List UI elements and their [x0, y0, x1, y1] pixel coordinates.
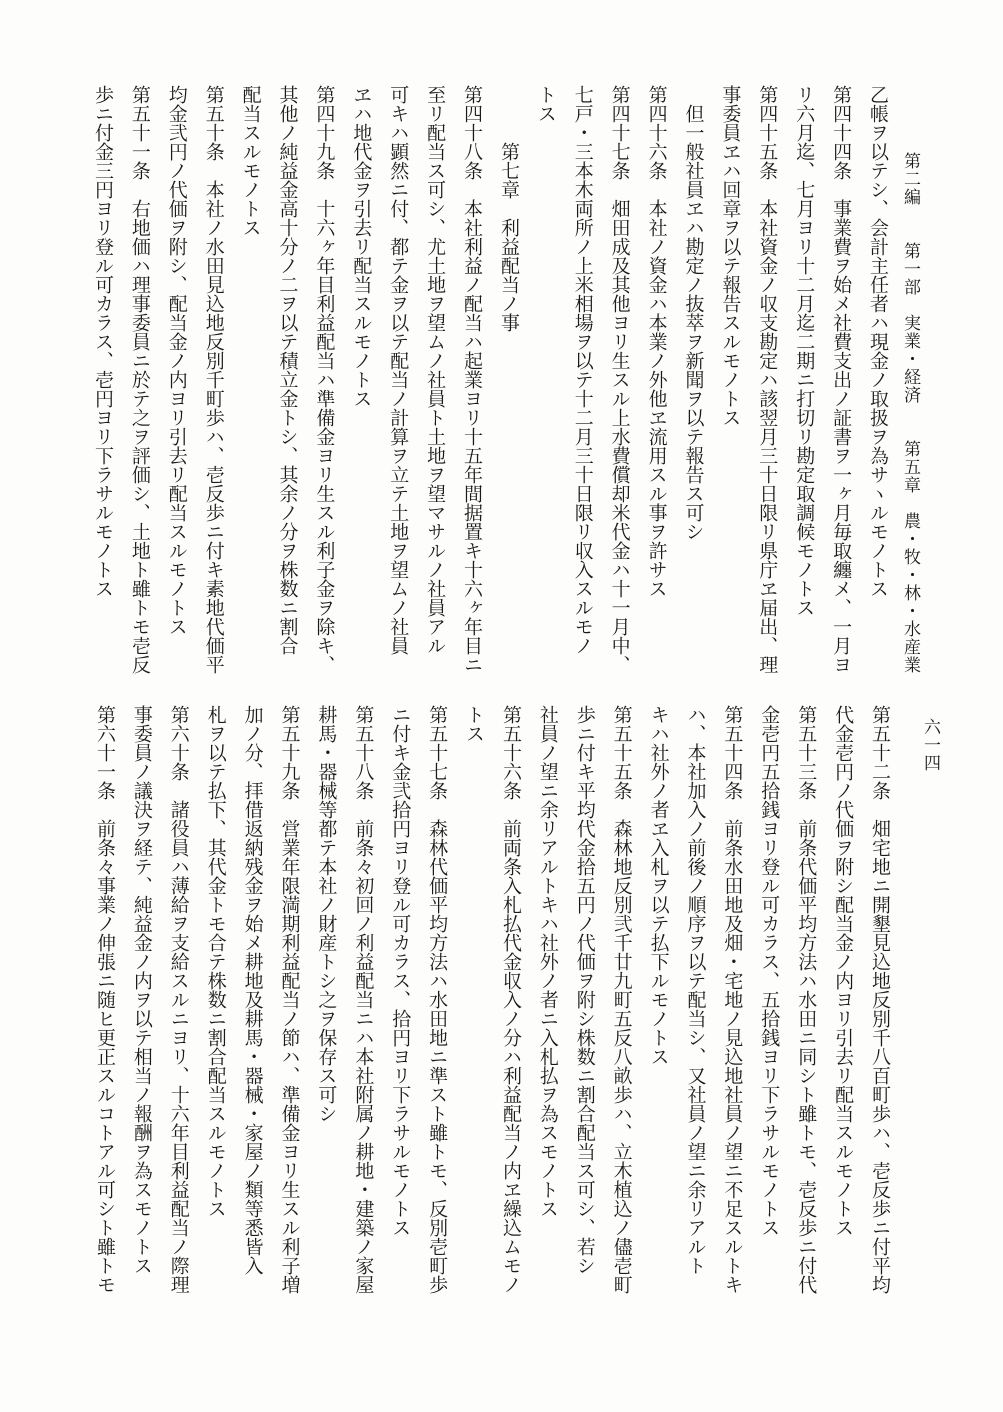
text-column: 耕馬・器械等都テ本社ノ財産トシ之ヲ保存ス可シ — [315, 705, 338, 1123]
text-column: 第五十七条 森林代価平均方法ハ水田地ニ準スト雖トモ、反別壱町歩 — [426, 705, 449, 1294]
text-column: 代金壱円ノ代価ヲ附シ配当金ノ内ヨリ引去リ配当スルモノトス — [832, 705, 855, 1237]
text-column: 事委員ノ議決ヲ経テ、純益金ノ内ヲ以テ相当ノ報酬ヲ為スモノトス — [130, 705, 153, 1275]
text-column: 第七章 利益配当ノ事 — [497, 85, 520, 332]
text-column: 第五十四条 前条水田地及畑・宅地ノ見込地社員ノ望ニ不足スルトキ — [721, 705, 744, 1294]
text-column: 第五十二条 畑宅地ニ開墾見込地反別千八百町歩ハ、壱反歩ニ付平均 — [869, 705, 891, 1294]
text-column: 第四十五条 本社資金ノ収支勘定ハ該翌月三十日限リ県庁ヱ届出、理 — [756, 85, 779, 674]
text-column: 其他ノ純益金高十分ノ二ヲ以テ積立金トシ、其余ノ分ヲ株数ニ割合 — [276, 85, 299, 655]
text-column: 金壱円五拾銭ヨリ登ル可カラス、五拾銭ヨリ下ラサルモノトス — [758, 705, 781, 1237]
text-column: 第四十七条 畑田成及其他ヨリ生スル上水費償却米代金ハ十一月中、 — [608, 85, 631, 674]
text-column: 第五十三条 前条代価平均方法ハ水田ニ同シト雖トモ、壱反歩ニ付代 — [795, 705, 818, 1294]
text-column: ハ、本社加入ノ前後ノ順序ヲ以テ配当シ、又社員ノ望ニ余リアルト — [684, 705, 707, 1275]
text-column: 加ノ分、拝借返納残金ヲ始メ耕地及耕馬・器械・家屋ノ類等悉皆入 — [241, 705, 264, 1275]
text-column: 事委員ヱハ回章ヲ以テ報告スルモノトス — [719, 85, 742, 427]
upper-text-block — [84, 85, 896, 674]
text-column: 但一般社員ヱハ勘定ノ抜萃ヲ新聞ヲ以テ報告ス可シ — [682, 85, 705, 541]
text-column: 札ヲ以テ払下、其代金トモ合テ株数ニ割合配当スルモノトス — [204, 705, 227, 1218]
text-column: トス — [534, 85, 557, 123]
text-column: 至リ配当ス可シ、尤土地ヲ望ムノ社員ト土地ヲ望マサルノ社員アル — [424, 85, 447, 655]
text-column: 第四十九条 十六ヶ年目利益配当ハ準備金ヨリ生スル利子金ヲ除キ、 — [313, 85, 336, 674]
text-column: トス — [463, 705, 486, 743]
text-column: 第五十一条 右地価ハ理事委員ニ於テ之ヲ評価シ、土地ト雖トモ壱反 — [128, 85, 151, 674]
text-column: 乙帳ヲ以テシ、会計主任者ハ現金ノ取扱ヲ為サヽルモノトス — [867, 85, 889, 598]
text-column: 第六十条 諸役員ハ薄給ヲ支給スルニヨリ、十六年目利益配当ノ際理 — [167, 705, 190, 1294]
page-number: 六一四 — [920, 718, 940, 772]
text-column: 第五十九条 営業年限満期利益配当ノ節ハ、準備金ヨリ生スル利子増 — [278, 705, 301, 1294]
text-column: 第六十一条 前条々事業ノ伸張ニ随ヒ更正スルコトアル可シト雖トモ — [93, 705, 116, 1294]
text-column: キハ社外ノ者ヱ入札ヲ以テ払下ルモノトス — [647, 705, 670, 1066]
text-column: 第五十五条 森林地反別弐千廿九町五反八畝歩ハ、立木植込ノ儘壱町 — [610, 705, 633, 1294]
text-column: 第四十六条 本社ノ資金ハ本業ノ外他ヱ流用スル事ヲ許サス — [645, 85, 668, 598]
text-column: 第四十四条 事業費ヲ始メ社費支出ノ証書ヲ一ヶ月毎取纏メ、一月ヨ — [830, 85, 853, 674]
text-column: リ六月迄、七月ヨリ十二月迄二期ニ打切リ勘定取調候モノトス — [793, 85, 816, 617]
text-column: 第五十条 本社ノ水田見込地反別千町歩ハ、壱反歩ニ付キ素地代価平 — [202, 85, 225, 674]
text-column: 第五十六条 前両条入札払代金収入ノ分ハ利益配当ノ内ヱ繰込ムモノ — [499, 705, 522, 1294]
running-header: 第二編 第一部 実業・経済 第五章 農・牧・林・水産業 — [900, 152, 920, 674]
text-column: 均金弐円ノ代価ヲ附シ、配当金ノ内ヨリ引去リ配当スルモノトス — [165, 85, 188, 636]
text-column: ヱハ地代金ヲ引去リ配当スルモノトス — [350, 85, 373, 408]
text-column: 可キハ顕然ニ付、都テ金ヲ以テ配当ノ計算ヲ立テ土地ヲ望ムノ社員 — [387, 85, 410, 655]
text-column: 第四十八条 本社利益ノ配当ハ起業ヨリ十五年間据置キ十六ヶ年目ニ — [461, 85, 484, 674]
lower-text-block — [86, 705, 898, 1294]
text-column: 歩ニ付キ平均代金拾五円ノ代価ヲ附シ株数ニ割合配当ス可シ、若シ — [573, 705, 596, 1275]
text-column: 七戸・三本木両所ノ上米相場ヲ以テ十二月三十日限リ収入スルモノ — [571, 85, 594, 655]
text-column: 歩ニ付金三円ヨリ登ル可カラス、壱円ヨリ下ラサルモノトス — [91, 85, 114, 598]
text-column: 社員ノ望ニ余リアルトキハ社外ノ者ニ入札払ヲ為スモノトス — [536, 705, 559, 1218]
text-column: 配当スルモノトス — [239, 85, 262, 237]
text-column: ニ付キ金弐拾円ヨリ登ル可カラス、拾円ヨリ下ラサルモノトス — [389, 705, 412, 1237]
text-column: 第五十八条 前条々初回ノ利益配当ニハ本社附属ノ耕地・建築ノ家屋 — [352, 705, 375, 1294]
